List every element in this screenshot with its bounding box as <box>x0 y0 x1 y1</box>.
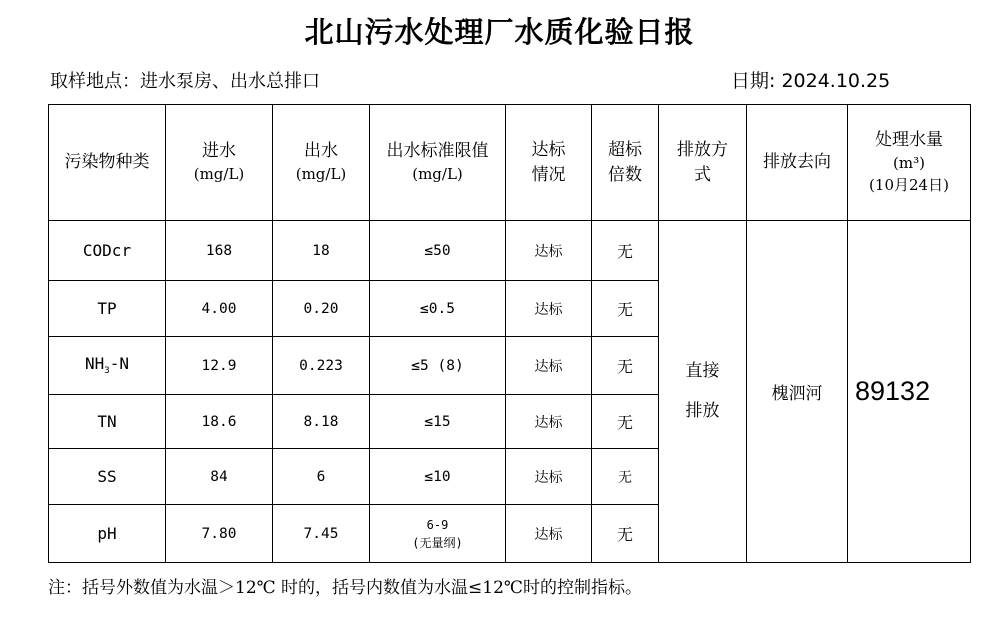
table-row <box>49 221 971 281</box>
cell-limit: ≤10 <box>370 449 506 505</box>
cell-inflow: 12.9 <box>166 337 273 395</box>
cell-exceed: 无 <box>592 281 659 337</box>
footnote: 注：括号外数值为水温＞12℃ 时的，括号内数值为水温≤12℃时的控制指标。 <box>48 578 642 598</box>
header-inflow <box>166 105 273 221</box>
header-outflow-label: 出水 <box>304 141 338 162</box>
cell-outflow: 6 <box>273 449 370 505</box>
water-quality-table <box>48 104 971 563</box>
header-volume-date: (10月24日) <box>869 175 949 194</box>
cell-outflow: 0.223 <box>273 337 370 395</box>
cell-compliance: 达标 <box>506 337 592 395</box>
pollutant-subscript: 3 <box>104 366 110 377</box>
cell-pollutant: SS <box>49 449 166 505</box>
cell-compliance: 达标 <box>506 449 592 505</box>
header-volume-unit: (m³) <box>893 154 925 173</box>
cell-limit <box>370 505 506 563</box>
cell-inflow: 4.00 <box>166 281 273 337</box>
header-outflow-unit: (mg/L) <box>295 164 347 183</box>
cell-compliance: 达标 <box>506 395 592 449</box>
cell-exceed: 无 <box>592 337 659 395</box>
report-title: 北山污水处理厂水质化验日报 <box>304 15 695 49</box>
limit-note: (无量纲) <box>412 535 463 550</box>
header-volume-label: 处理水量 <box>875 130 943 151</box>
cell-pollutant: pH <box>49 505 166 563</box>
cell-compliance: 达标 <box>506 221 592 281</box>
cell-volume: 89132 <box>848 221 971 563</box>
cell-exceed: 无 <box>592 505 659 563</box>
header-pollutant: 污染物种类 <box>49 105 166 221</box>
cell-limit: ≤15 <box>370 395 506 449</box>
discharge-mode-line1: 直接 <box>685 361 720 382</box>
limit-range: 6-9 <box>426 517 449 532</box>
pollutant-main: NH <box>85 354 105 374</box>
cell-limit: ≤0.5 <box>370 281 506 337</box>
cell-discharge-mode <box>659 221 747 563</box>
cell-inflow: 18.6 <box>166 395 273 449</box>
cell-compliance: 达标 <box>506 505 592 563</box>
report-date: 日期: 2024.10.25 <box>731 70 891 92</box>
cell-pollutant: TP <box>49 281 166 337</box>
cell-exceed: 无 <box>592 221 659 281</box>
header-limit <box>370 105 506 221</box>
header-compliance <box>506 105 592 221</box>
pollutant-tail: -N <box>109 354 129 374</box>
cell-inflow: 84 <box>166 449 273 505</box>
cell-exceed: 无 <box>592 395 659 449</box>
discharge-mode-line2: 排放 <box>685 400 720 421</box>
header-discharge-mode-label: 排放方式 <box>677 139 728 185</box>
cell-outflow: 0.20 <box>273 281 370 337</box>
header-exceed <box>592 105 659 221</box>
header-limit-unit: (mg/L) <box>412 164 463 183</box>
sampling-location: 取样地点：进水泵房、出水总排口 <box>50 71 320 92</box>
cell-pollutant: CODcr <box>49 221 166 281</box>
header-volume <box>848 105 971 221</box>
cell-inflow: 7.80 <box>166 505 273 563</box>
cell-exceed: 无 <box>592 449 659 505</box>
cell-outflow: 7.45 <box>273 505 370 563</box>
cell-pollutant <box>49 337 166 395</box>
cell-outflow: 8.18 <box>273 395 370 449</box>
cell-pollutant: TN <box>49 395 166 449</box>
header-compliance-label: 达标情况 <box>531 139 566 185</box>
header-inflow-label: 进水 <box>202 141 236 162</box>
cell-outflow: 18 <box>273 221 370 281</box>
header-limit-label: 出水标准限值 <box>386 141 489 162</box>
cell-inflow: 168 <box>166 221 273 281</box>
cell-compliance: 达标 <box>506 281 592 337</box>
cell-destination: 槐泗河 <box>747 221 848 563</box>
header-inflow-unit: (mg/L) <box>193 164 245 183</box>
cell-limit: ≤50 <box>370 221 506 281</box>
header-destination: 排放去向 <box>747 105 848 221</box>
header-row <box>49 105 971 221</box>
header-outflow <box>273 105 370 221</box>
header-exceed-label: 超标倍数 <box>608 139 642 185</box>
header-discharge-mode <box>659 105 747 221</box>
cell-limit: ≤5 (8) <box>370 337 506 395</box>
